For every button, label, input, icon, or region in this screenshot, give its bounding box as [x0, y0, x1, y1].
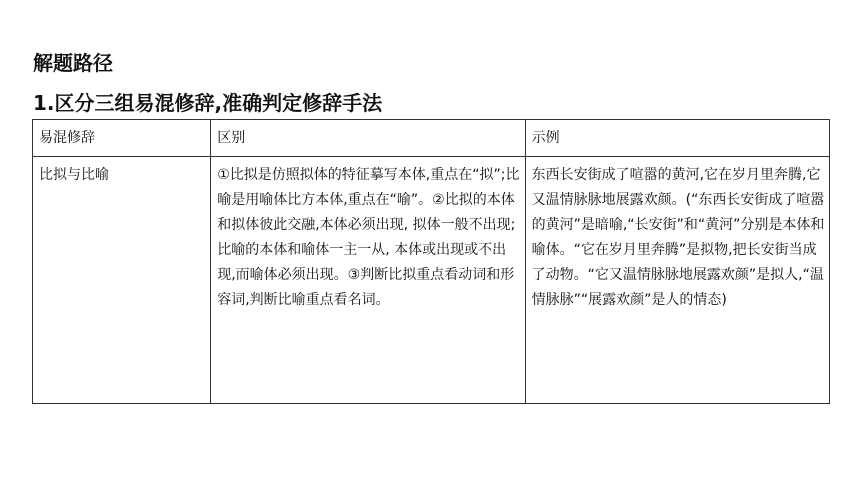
table-header-row [33, 120, 830, 157]
section-subheading: 1.区分三组易混修辞,准确判定修辞手法 [33, 91, 383, 115]
cell-example: 东西长安街成了喧嚣的黄河,它在岁月里奔腾,它又温情脉脉地展露欢颜。(“东西长安街成了喧嚣的黄河”是暗喻,“长安街”和“黄河”分别是本体和喻体。“它在岁月里奔腾”是拟物,把长安街当成了动物。“它又温情脉脉地展露欢颜”是拟人,“温情脉脉”“展露欢颜”是人的情态) [525, 157, 829, 404]
header-difference: 区别 [211, 120, 525, 157]
comparison-table [32, 119, 830, 404]
header-example: 示例 [525, 120, 829, 157]
cell-difference: ①比拟是仿照拟体的特征摹写本体,重点在“拟”;比喻是用喻体比方本体,重点在“喻”。②比拟的本体和拟体彼此交融,本体必须出现, 拟体一般不出现;比喻的本体和喻体一主一从, 本体或出现或不出现,而喻体必须出现。③判断比拟重点看动词和形容词,判断比喻重点看名词。 [211, 157, 525, 404]
cell-term: 比拟与比喻 [33, 157, 211, 404]
table-row [33, 157, 830, 404]
header-term: 易混修辞 [33, 120, 211, 157]
section-heading: 解题路径 [33, 51, 113, 75]
